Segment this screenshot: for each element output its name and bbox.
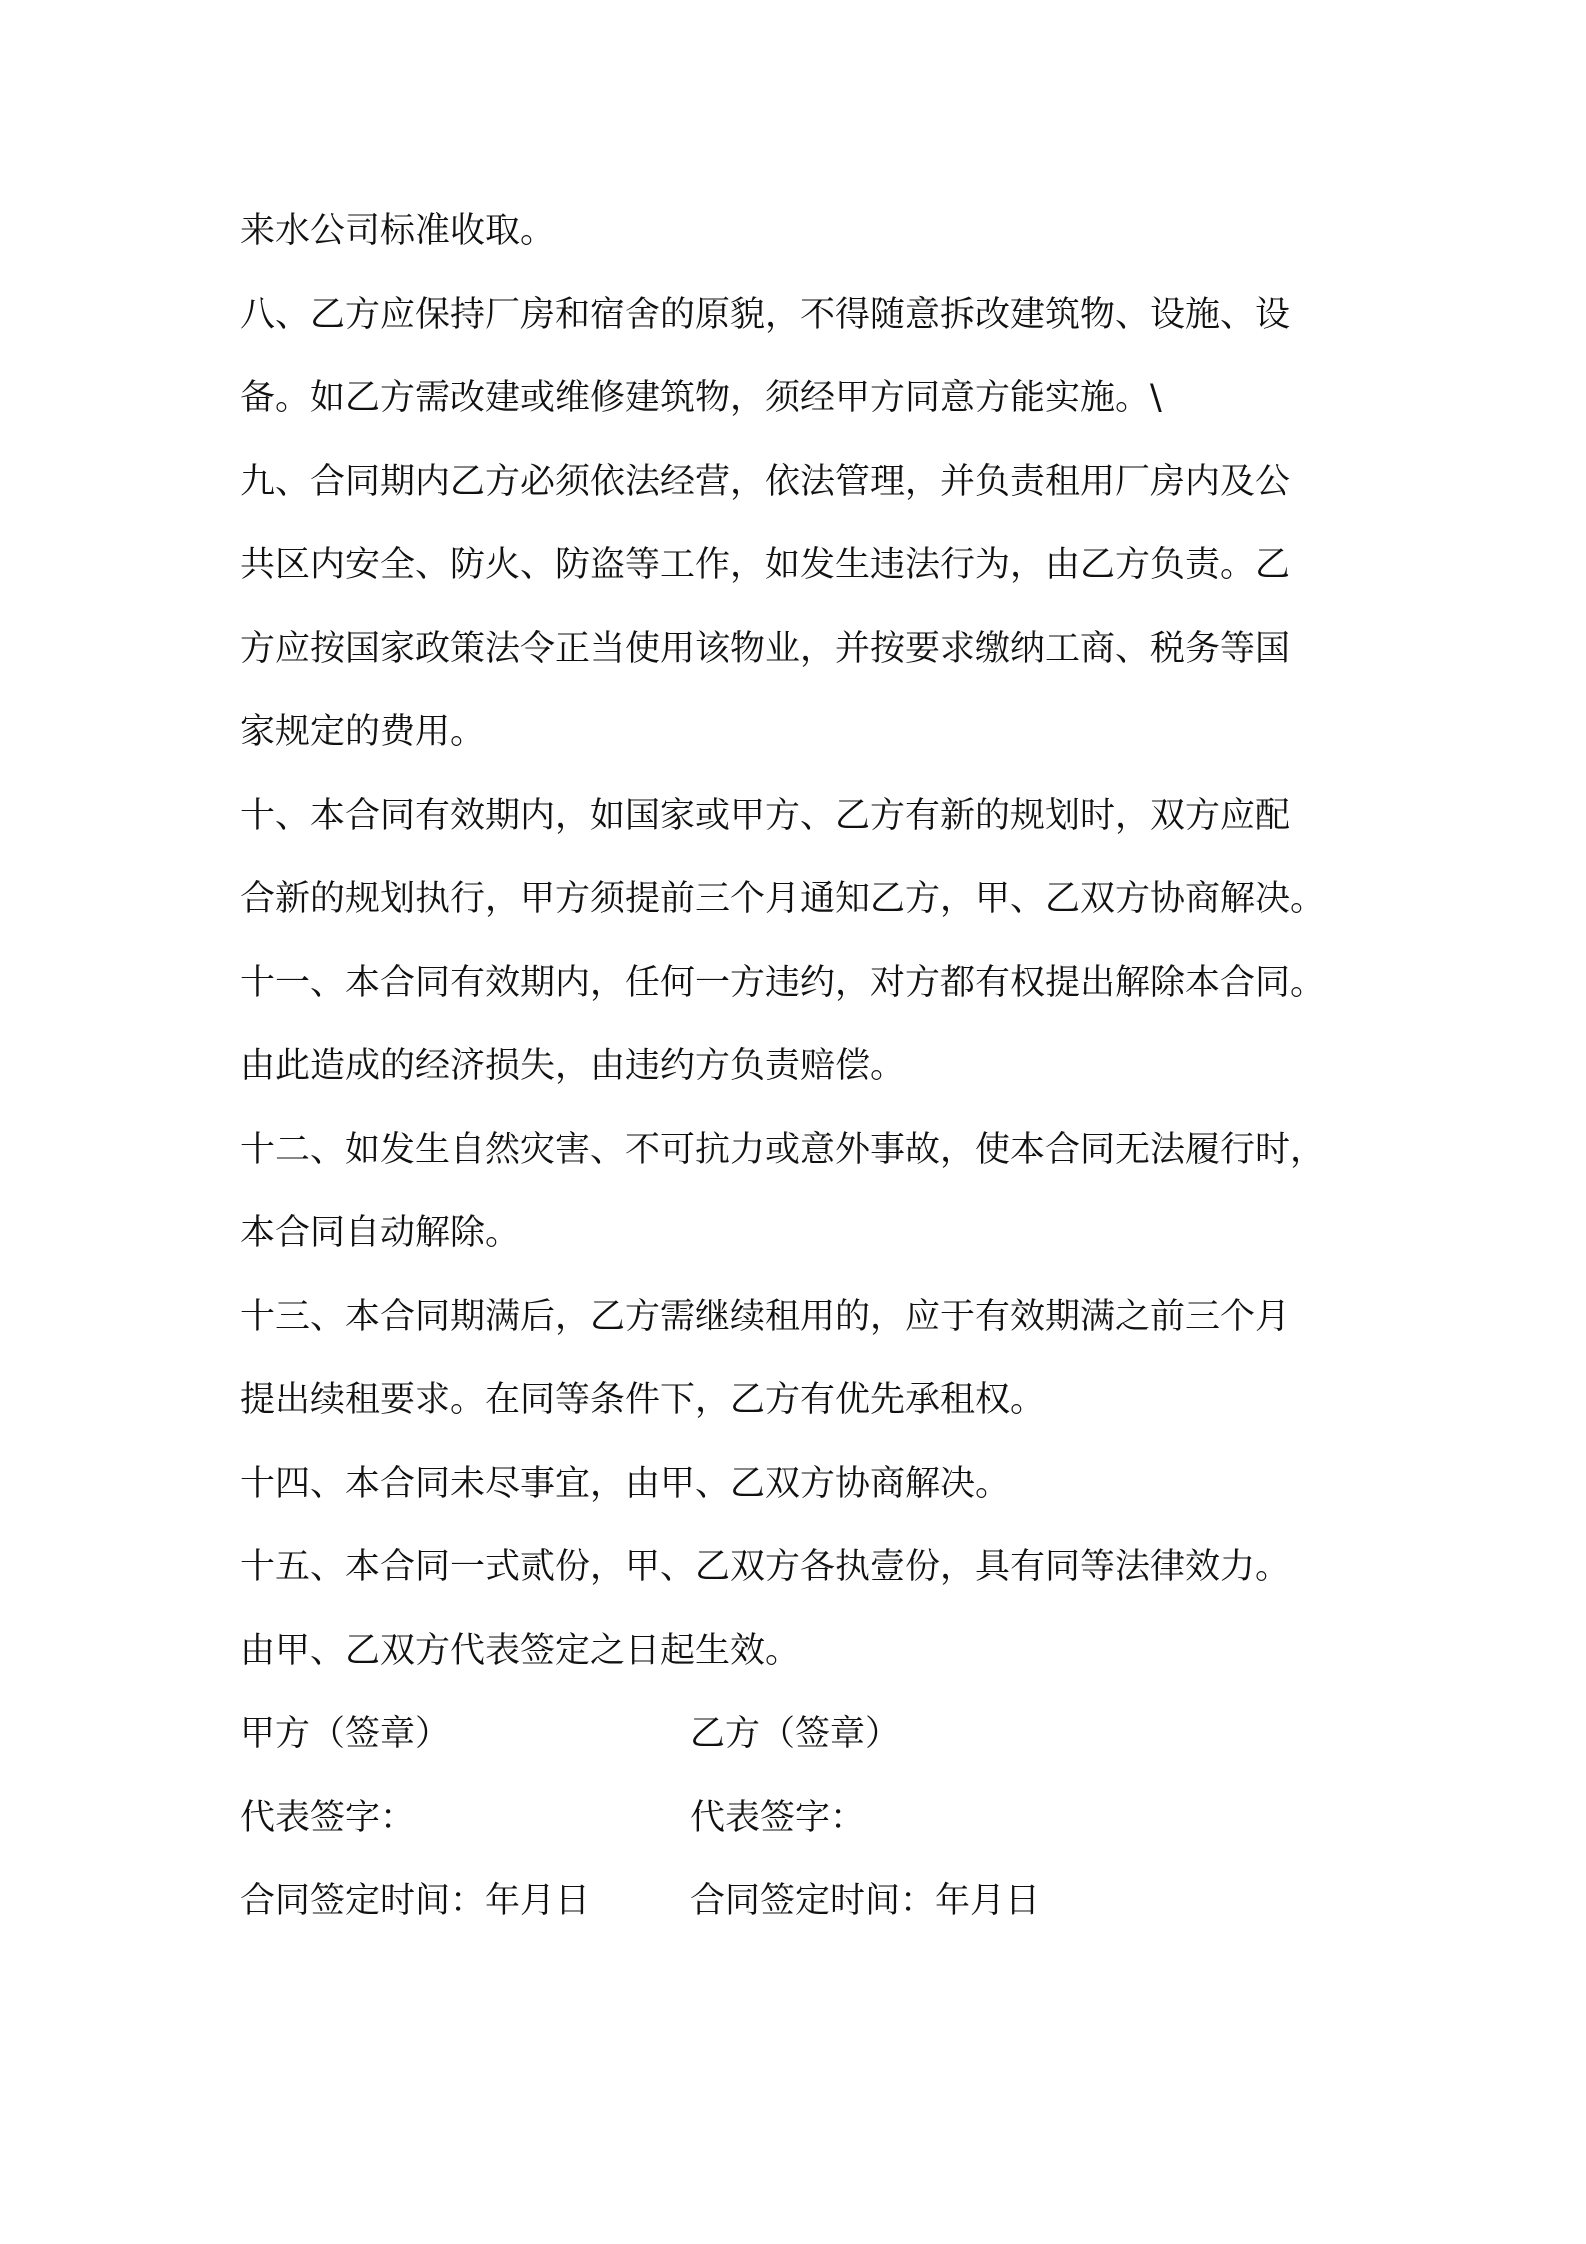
text-line: 共区内安全、防火、防盗等工作，如发生违法行为，由乙方负责。乙 [240, 545, 1291, 585]
text-line: 来水公司标准收取。 [240, 211, 556, 251]
text-line: 八、乙方应保持厂房和宿舍的原貌，不得随意拆改建筑物、设施、设 [240, 294, 1291, 335]
text-line: 九、合同期内乙方必须依法经营，依法管理，并负责租用厂房内及公 [240, 461, 1291, 502]
signature-date-row [240, 1860, 1360, 1944]
text-line: 由甲、乙双方代表签定之日起生效。 [240, 1630, 801, 1671]
signature-rep-row [240, 1777, 1360, 1861]
text-line: 十四、本合同未尽事宜，由甲、乙双方协商解决。 [240, 1463, 1011, 1504]
text-line: 合新的规划执行，甲方须提前三个月通知乙方，甲、乙双方协商解决。 [240, 879, 1326, 919]
text-line: 十五、本合同一式贰份，甲、乙双方各执壹份，具有同等法律效力。 [240, 1547, 1291, 1587]
text-line: 由此造成的经济损失，由违约方负责赔偿。 [240, 1046, 906, 1086]
text-line: 方应按国家政策法令正当使用该物业，并按要求缴纳工商、税务等国 [240, 628, 1291, 669]
text-line: 本合同自动解除。 [240, 1213, 521, 1253]
party-b-rep-label: 代表签字： [690, 1797, 866, 1838]
party-b-seal-label: 乙方（签章） [690, 1714, 901, 1754]
text-line: 十二、如发生自然灾害、不可抗力或意外事故，使本合同无法履行时， [240, 1129, 1326, 1170]
text-line: 备。如乙方需改建或维修建筑物，须经甲方同意方能实施。\ [240, 378, 1162, 418]
party-a-date-label: 合同签定时间：年月日 [240, 1881, 591, 1921]
text-line: 家规定的费用。 [240, 712, 486, 752]
party-a-rep-label: 代表签字： [240, 1797, 416, 1838]
text-line: 十、本合同有效期内，如国家或甲方、乙方有新的规划时，双方应配 [240, 795, 1291, 836]
party-b-date-label: 合同签定时间：年月日 [690, 1881, 1041, 1921]
text-line: 十三、本合同期满后，乙方需继续租用的，应于有效期满之前三个月 [240, 1296, 1291, 1337]
party-a-seal-label: 甲方（签章） [240, 1714, 451, 1754]
contract-body [240, 190, 1360, 1944]
text-line: 提出续租要求。在同等条件下，乙方有优先承租权。 [240, 1380, 1046, 1420]
text-line: 十一、本合同有效期内，任何一方违约，对方都有权提出解除本合同。 [240, 962, 1326, 1003]
signature-seal-row [240, 1693, 1360, 1777]
